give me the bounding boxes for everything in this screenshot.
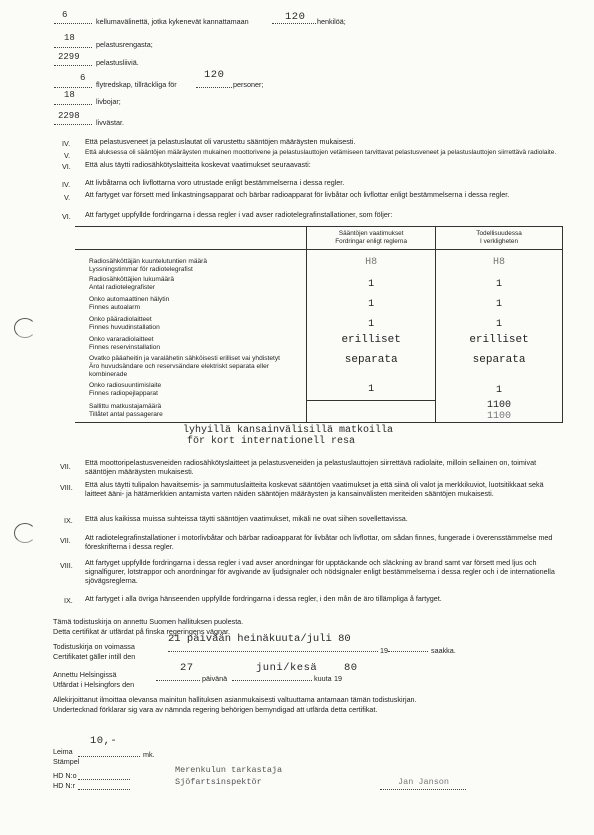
table-header-required: Sääntöjen vaatimukset Fordringar enligt reglerna bbox=[307, 227, 436, 250]
section-number: IX. bbox=[64, 596, 73, 605]
issue-month: juni/kesä bbox=[256, 662, 318, 674]
table-row: Onko radiosuuntimislaite Finnes radiopejlapparat 1 1 bbox=[75, 380, 563, 400]
qty-suffix: henkilöä; bbox=[317, 17, 346, 26]
qty-text: livvästar. bbox=[96, 118, 124, 127]
table-row: Ovatko pääaheitin ja varalähetin sähköisesti erilliset vai yhdistetyt Äro huvudsändare och reservsändare elektriskt separata eller kombinerade separata separata bbox=[75, 354, 563, 380]
section-text: Että pelastusveneet ja pelastuslautat oli varustettu sääntöjen määräysten mukaisesti. bbox=[85, 137, 356, 146]
section-text: Att fartyget i alla övriga hänseenden uppfyllde fordringarna i dessa regler, i den mån de äro tillämpliga å fartyget. bbox=[85, 594, 442, 603]
authority-text-sv: Undertecknad förklarar sig vara av nämnda regering behörigen bemyndigad att utfärda detta certifikat. bbox=[53, 705, 378, 714]
section-text: Että aluksessa oli sääntöjen määräysten mukainen moottorivene ja pelastuslauttojen vetämiseen tarvittavat pelastusveneet ja pelastuslauttojen siirrettävä radiolaite. bbox=[85, 149, 557, 156]
currency-mk: mk. bbox=[143, 750, 155, 759]
punch-hole-mark bbox=[14, 523, 36, 543]
stamp-fee: 10,- bbox=[90, 735, 118, 747]
section-number: IV. bbox=[62, 139, 71, 148]
authority-text-fi: Allekirjoittanut ilmoittaa olevansa mainitun hallituksen asianmukaisesti valtuuttama antamaan tämän todistuskirjan. bbox=[53, 695, 417, 704]
table-row: Onko automaattinen hälytin Finnes autoalarm 1 1 bbox=[75, 294, 563, 314]
inspector-title-fi: Merenkulun tarkastaja bbox=[175, 765, 283, 775]
qty-value: 18 bbox=[64, 90, 75, 100]
section-text: Että alus täytti radiosähkötyslaitteita koskevat vaatimukset seuraavasti: bbox=[85, 160, 311, 169]
section-number: VI. bbox=[62, 162, 71, 171]
month-word: kuuta bbox=[314, 674, 332, 683]
radio-requirements-table bbox=[75, 226, 563, 423]
qty-text: pelastusrengasta; bbox=[96, 40, 153, 49]
section-number: VIII. bbox=[60, 561, 73, 570]
valid-label-sv: Certifikatet gäller intill den bbox=[53, 652, 136, 661]
section-number: VII. bbox=[60, 536, 71, 545]
issue-day: 27 bbox=[180, 662, 194, 674]
table-row: Sallittu matkustajamäärä Tillåtet antal passagerare 1100 1100 bbox=[75, 400, 563, 423]
qty-text: livbojar; bbox=[96, 97, 121, 106]
section-text: Että moottoripelastusveneiden radiosähkötyslaitteet ja pelastusveneiden ja pelastuslauttojen siirrettävä radiolaite, milloin sellainen on, toimivat sääntöjen määräysten mukaisesti. bbox=[85, 458, 537, 476]
section-text: Että alus kaikissa muissa suhteissa täytti sääntöjen vaatimukset, mikäli ne ovat siihen sovellettavissa. bbox=[85, 514, 408, 523]
qty-value: 18 bbox=[64, 33, 75, 43]
valid-label-fi: Todistuskirja on voimassa bbox=[53, 642, 135, 651]
qty-value: 2298 bbox=[58, 111, 80, 121]
punch-hole-mark bbox=[14, 318, 36, 338]
section-number: IV. bbox=[62, 180, 71, 189]
issued-text-sv: Detta certifikat är utfärdat på finska regeringens vägnar. bbox=[53, 627, 230, 636]
valid-until-word: saakka. bbox=[431, 646, 456, 655]
section-text: Att fartyget uppfyllde fordringarna i dessa regler i vad avser radiotelegrafinstallationer, som följer: bbox=[85, 210, 393, 219]
qty-text: pelastusliiviä. bbox=[96, 58, 139, 67]
section-number: VI. bbox=[62, 212, 71, 221]
issue-year: 80 bbox=[344, 662, 358, 674]
hd-number-fi: HD N:o bbox=[53, 771, 77, 780]
given-label-fi: Annettu Helsingissä bbox=[53, 670, 117, 679]
section-number: IX. bbox=[64, 516, 73, 525]
section-text: Att livbåtarna och livflottarna voro utrustade enligt bestämmelserna i dessa regler. bbox=[85, 178, 345, 187]
issued-text-fi: Tämä todistuskirja on annettu Suomen hallituksen puolesta. bbox=[53, 617, 244, 626]
day-word: päivänä bbox=[202, 674, 228, 683]
qty-count: 120 bbox=[204, 69, 225, 81]
issue-year-prefix: 19 bbox=[334, 674, 342, 683]
qty-text: kellumavälinettä, jotka kykenevät kannattamaan bbox=[96, 17, 249, 26]
inspector-signature: Jan Janson bbox=[398, 777, 450, 787]
hd-number-sv: HD N:r bbox=[53, 781, 75, 790]
section-number: V. bbox=[64, 151, 71, 160]
table-header-actual: Todellisuudessa I verkligheten bbox=[436, 227, 563, 250]
stamp-label-fi: Leima bbox=[53, 747, 73, 756]
section-text: Att fartyget uppfyllde fordringarna i dessa regler i vad avser anordningar för upptäckande och släckning av brand samt var försett med ljus och signalfigurer, lotstrappor och anordningar för avgivande av ljudsignaler och nödsignaler enligt bestämmelserna i dessa regler och i de internationella sjövägsreglerna. bbox=[85, 558, 555, 585]
qty-suffix: personer; bbox=[233, 80, 264, 89]
inspector-title-sv: Sjöfartsinspektör bbox=[175, 777, 262, 787]
qty-text: flytredskap, tillräckliga för bbox=[96, 80, 177, 89]
table-row: Onko pääradiolaitteet Finnes huvudinstallation 1 1 bbox=[75, 314, 563, 334]
valid-year-prefix: 19 bbox=[380, 646, 388, 655]
valid-until-value: 21 päivään heinäkuuta/juli 80 bbox=[168, 633, 351, 645]
table-row: Radiosähköttäjän kuuntelutuntien määrä Lyssningstimmar för radiotelegrafist H8 H8 bbox=[75, 250, 563, 275]
stamp-label-sv: Stämpel bbox=[53, 757, 80, 766]
qty-value: 2299 bbox=[58, 52, 80, 62]
qty-value: 6 bbox=[80, 73, 86, 83]
section-number: VII. bbox=[60, 462, 71, 471]
section-number: VIII. bbox=[60, 483, 73, 492]
section-number: V. bbox=[64, 193, 71, 202]
passenger-route-swedish: för kort internationell resa bbox=[187, 436, 356, 447]
section-text: Että alus täytti tulipalon havaitsemis- ja sammutuslaitteita koskevat sääntöjen vaatimukset ja että siinä oli valot ja merkkikuviot, luotsitikkaat sekä laitteet ääni- ja hätämerkkien antamista varten näiden sääntöjen määräysten ja kansainvälisten meriteiden sääntöjen mukaisesti. bbox=[85, 480, 544, 498]
table-row: Onko vararadiolaitteet Finnes reservinstallation erilliset erilliset bbox=[75, 334, 563, 354]
passenger-route-finnish: lyhyillä kansainvälisillä matkoilla bbox=[183, 425, 394, 436]
section-text: Att fartyget var försett med linkastningsapparat och bärbar radioapparat för livbåtar och livflottar enligt bestämmelserna i dessa regler. bbox=[85, 190, 510, 199]
given-label-sv: Utfärdat i Helsingfors den bbox=[53, 680, 135, 689]
qty-value: 6 bbox=[62, 10, 68, 20]
section-text: Att radiotelegrafinstallationer i motorlivbåtar och bärbar radioapparat för livbåtar och livflottar, om sådan finnes, fungerade i överensstämmelse med föreskrifterna i dessa regler. bbox=[85, 533, 553, 551]
qty-count: 120 bbox=[285, 11, 306, 23]
table-row: Radiosähköttäjien lukumäärä Antal radiotelegrafister 1 1 bbox=[75, 274, 563, 294]
